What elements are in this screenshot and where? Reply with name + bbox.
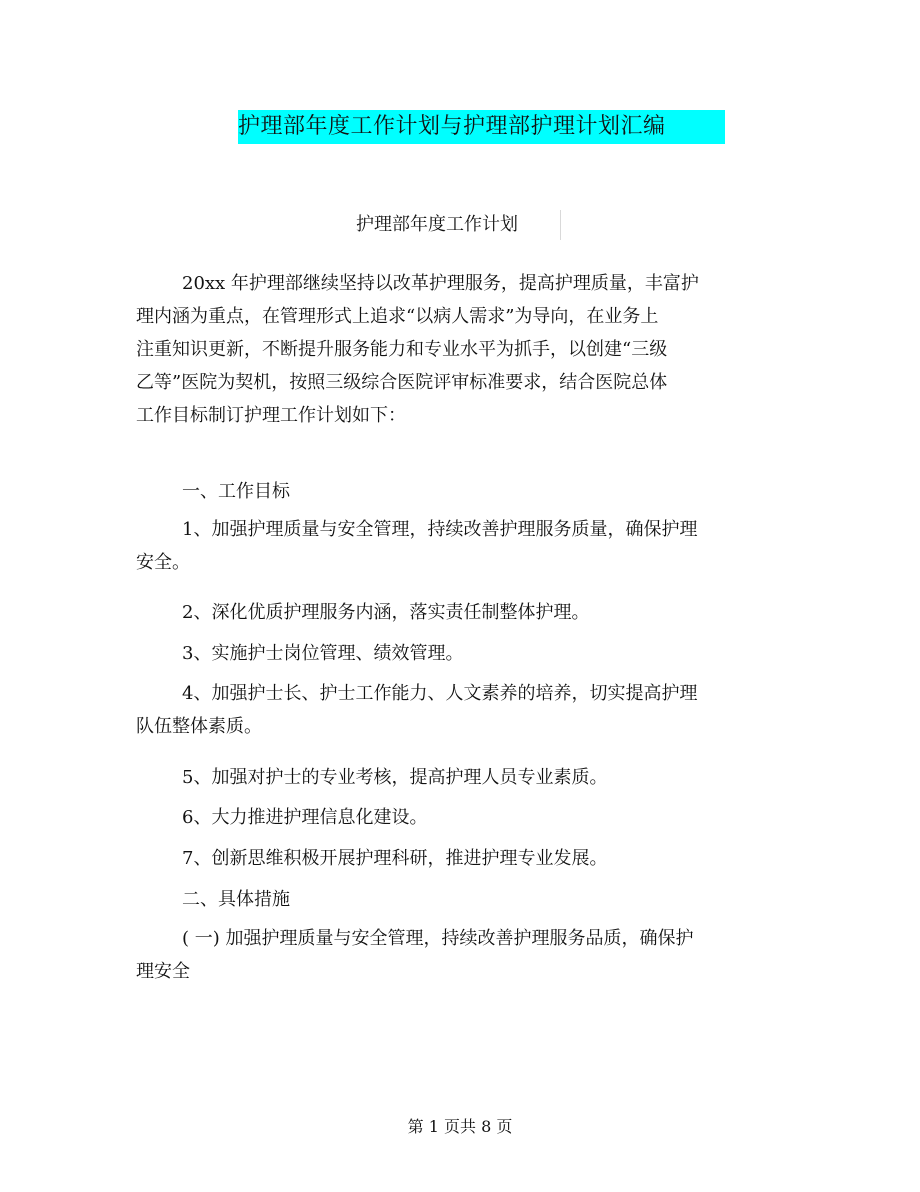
page-number: 第 1 页共 8 页: [407, 1117, 513, 1136]
intro-line-3: 注重知识更新，不断提升服务能力和专业水平为抓手，以创建“三级: [136, 339, 668, 360]
goal-1-line-2: 安全。: [136, 552, 190, 573]
goal-1: [136, 513, 746, 579]
goal-6: 6、大力推进护理信息化建设。: [182, 807, 428, 828]
goal-3: 3、实施护士岗位管理、绩效管理。: [182, 643, 464, 664]
goal-4: [136, 677, 746, 743]
section-title: 护理部年度工作计划: [356, 214, 518, 235]
measure-1-line-2: 理安全: [136, 961, 190, 982]
intro-paragraph: [136, 267, 746, 432]
intro-line-5: 工作目标制订护理工作计划如下：: [136, 405, 406, 426]
goal-4-line-1: 4、加强护士长、护士工作能力、人文素养的培养，切实提高护理: [182, 683, 698, 704]
intro-line-4: 乙等”医院为契机，按照三级综合医院评审标准要求，结合医院总体: [136, 372, 668, 393]
intro-line-1: 20xx 年护理部继续坚持以改革护理服务，提高护理质量，丰富护: [182, 273, 699, 294]
intro-line-2: 理内涵为重点，在管理形式上追求“以病人需求”为导向，在业务上: [136, 306, 659, 327]
heading-specific-measures: 二、具体措施: [182, 889, 290, 910]
goal-4-line-2: 队伍整体素质。: [136, 716, 262, 737]
goal-2: 2、深化优质护理服务内涵，落实责任制整体护理。: [182, 602, 590, 623]
goal-7: 7、创新思维积极开展护理科研，推进护理专业发展。: [182, 848, 608, 869]
measure-1-line-1: ( 一) 加强护理质量与安全管理，持续改善护理服务品质，确保护: [182, 928, 694, 949]
measure-1: [136, 922, 746, 988]
goal-5: 5、加强对护士的专业考核，提高护理人员专业素质。: [182, 767, 608, 788]
heading-work-goals: 一、工作目标: [182, 481, 290, 502]
document-title: 护理部年度工作计划与护理部护理计划汇编: [238, 110, 725, 144]
goal-1-line-1: 1、加强护理质量与安全管理，持续改善护理服务质量，确保护理: [182, 519, 698, 540]
title-cursor-marker: [560, 210, 561, 240]
